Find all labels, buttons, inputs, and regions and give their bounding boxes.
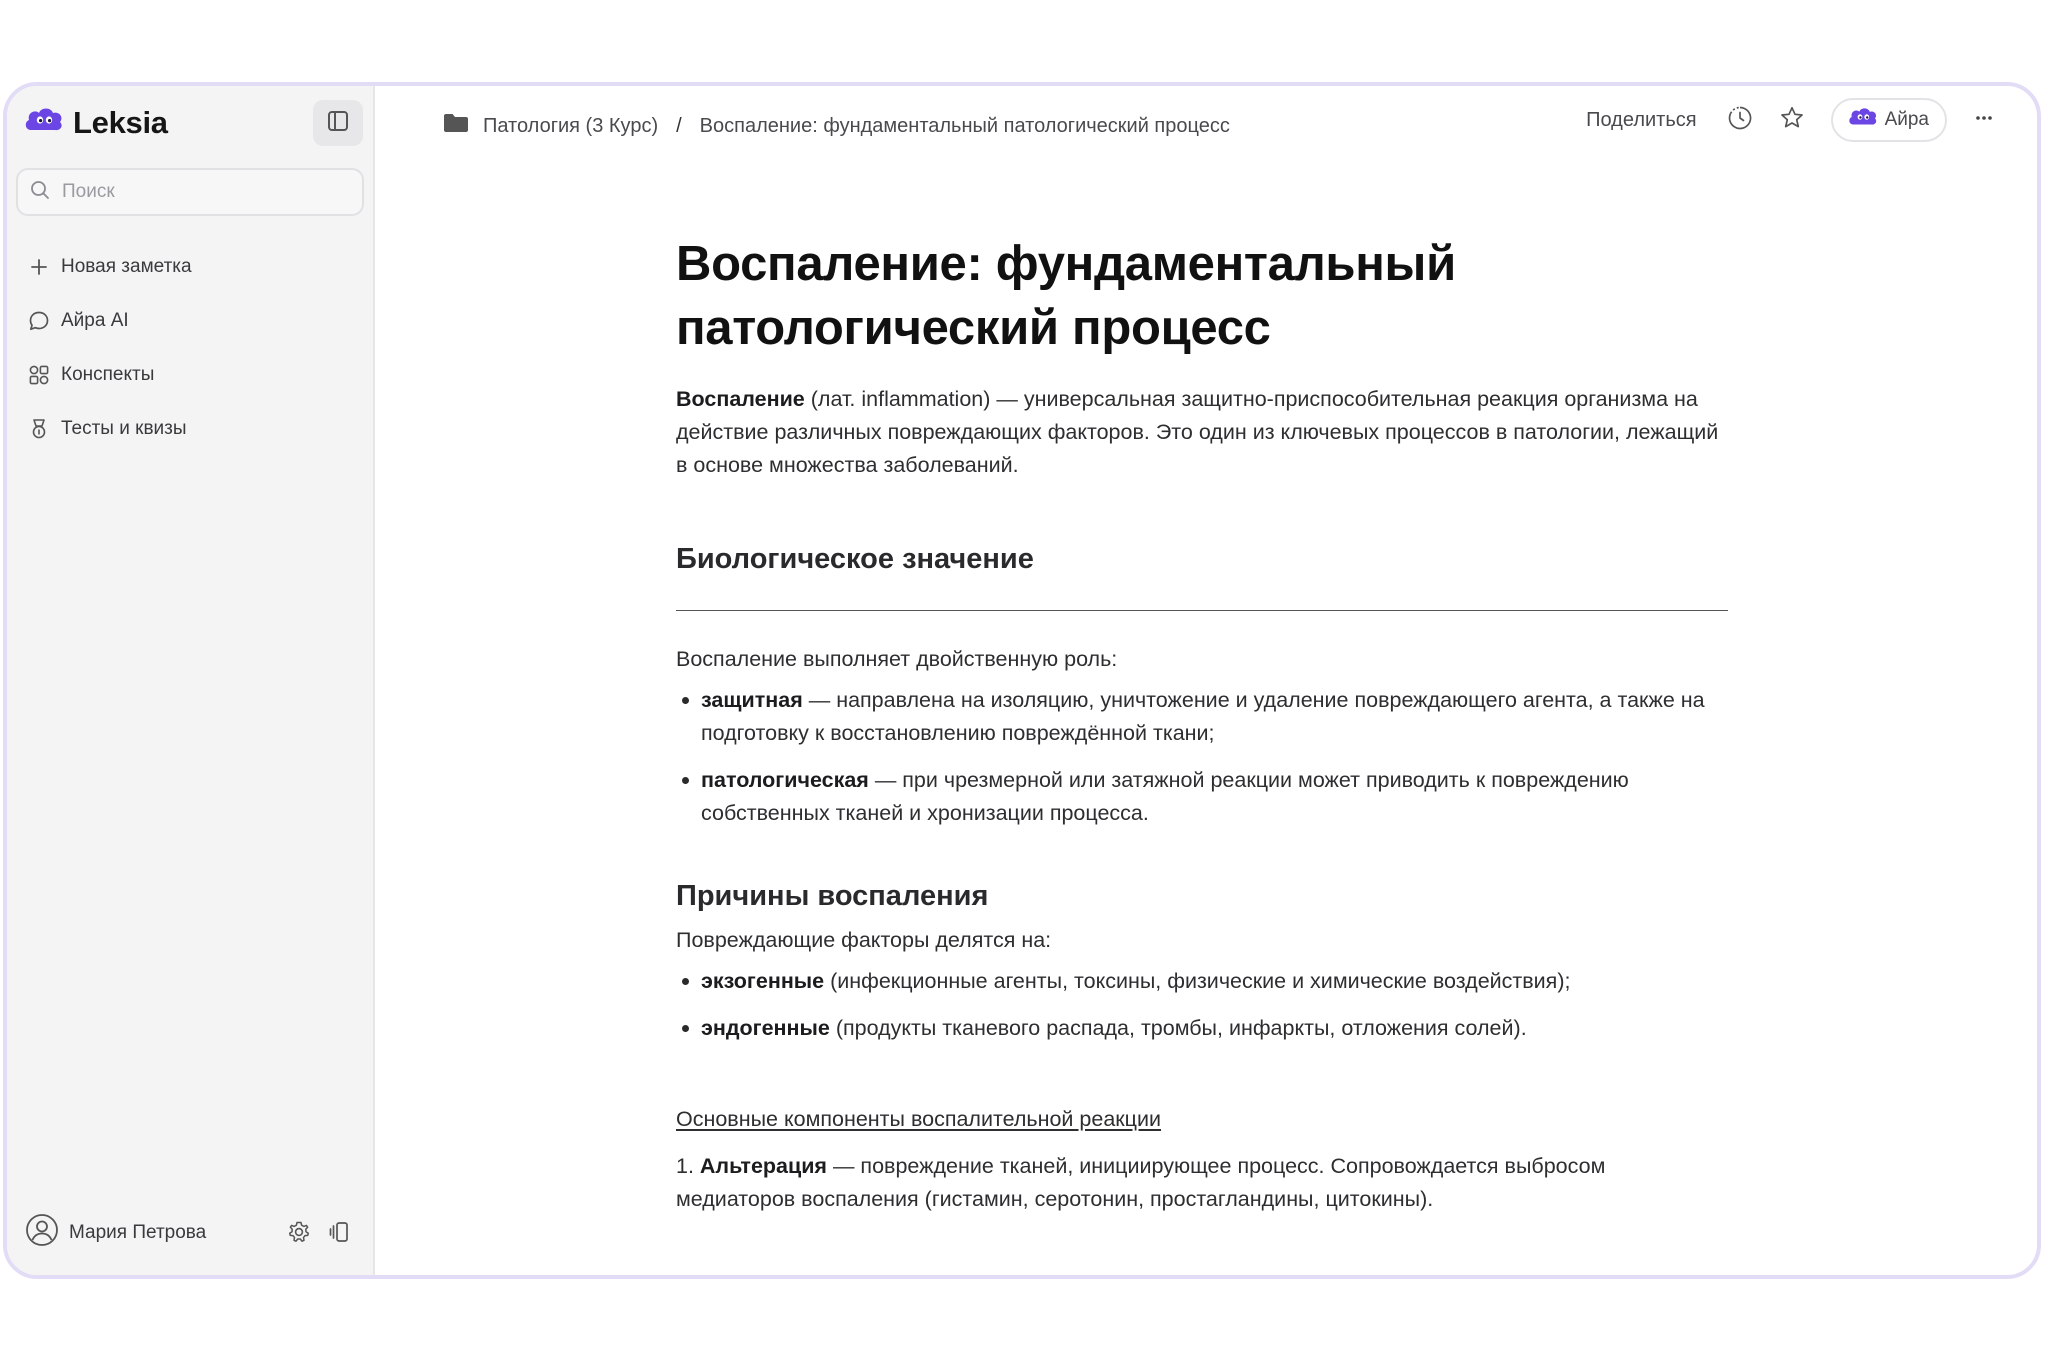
breadcrumb-separator: / <box>676 114 682 137</box>
list-item <box>676 1012 1728 1045</box>
breadcrumb-folder[interactable]: Патология (3 Курс) <box>483 114 659 137</box>
logo[interactable] <box>23 104 168 141</box>
chat-bubble-icon <box>27 309 51 333</box>
numbered-item <box>676 1150 1728 1216</box>
app-window <box>3 82 2041 1279</box>
sidebar <box>7 86 375 1275</box>
section-heading-components: Основные компоненты воспалительной реакции <box>676 1107 1162 1131</box>
list-item-text: — при чрезмерной или затяжной реакции может приводить к повреждению собственных тканей и хронизации процесса. <box>701 768 1629 825</box>
sidebar-item-new-note[interactable] <box>27 240 357 294</box>
panel-switch-icon[interactable] <box>329 1220 351 1249</box>
search-box[interactable] <box>16 168 364 216</box>
list-item-term: защитная <box>701 688 803 712</box>
sidebar-item-label: Айра AI <box>61 310 129 331</box>
user-actions <box>287 1220 351 1249</box>
settings-gear-icon[interactable] <box>287 1220 311 1249</box>
list-item-text: (инфекционные агенты, токсины, физические и химические воздействия); <box>824 969 1571 993</box>
sidebar-item-tests[interactable] <box>27 402 357 456</box>
history-clock-icon[interactable] <box>1727 105 1753 136</box>
top-actions <box>1586 98 1995 142</box>
item-text: — повреждение тканей, инициирующее процесс. Сопровождается выбросом медиаторов воспаления (гистамин, серотонин, простагландины, цитокины). <box>676 1154 1606 1211</box>
search-icon <box>30 180 50 205</box>
sidebar-item-label: Тесты и квизы <box>61 418 187 439</box>
list-item-term: экзогенные <box>701 969 825 993</box>
aira-assistant-button[interactable] <box>1831 98 1947 142</box>
list-item <box>676 684 1728 750</box>
sidebar-panel-icon <box>327 110 349 137</box>
list-item-text: — направлена на изоляцию, уничтожение и удаление повреждающего агента, а также на подготовку к восстановлению повреждённой ткани; <box>701 688 1705 745</box>
intro-term: Воспаление <box>676 387 805 411</box>
leksia-cloud-icon <box>23 104 65 141</box>
list-item-term: патологическая <box>701 768 869 792</box>
sidebar-toggle-button[interactable] <box>313 100 363 146</box>
title-line-2: патологический процесс <box>676 301 1271 355</box>
sidebar-item-label: Новая заметка <box>61 256 192 277</box>
document-content[interactable] <box>676 232 1728 1216</box>
role-list <box>676 684 1728 830</box>
section-heading-causes: Причины воспаления <box>676 880 989 912</box>
sidebar-item-aira-ai[interactable] <box>27 294 357 348</box>
item-number: 1. <box>676 1154 700 1178</box>
search-input[interactable] <box>60 180 344 204</box>
plus-icon <box>27 255 51 279</box>
grid-shapes-icon <box>27 363 51 387</box>
item-term: Альтерация <box>699 1154 827 1178</box>
section-heading-biological: Биологическое значение <box>676 543 1034 575</box>
top-bar <box>375 86 2037 162</box>
section-lead: Воспаление выполняет двойственную роль: <box>676 647 1118 671</box>
aira-cloud-icon <box>1847 105 1879 135</box>
favorite-star-icon[interactable] <box>1779 105 1805 136</box>
section-divider <box>676 610 1728 611</box>
medal-icon <box>27 417 51 441</box>
sidebar-nav <box>27 240 357 456</box>
user-profile[interactable] <box>25 1213 206 1253</box>
folder-icon <box>443 112 469 140</box>
section-lead: Повреждающие факторы делятся на: <box>676 928 1052 952</box>
sidebar-item-label: Конспекты <box>61 364 155 385</box>
list-item <box>676 764 1728 830</box>
intro-paragraph <box>676 383 1728 482</box>
more-options-icon[interactable] <box>1973 107 1995 134</box>
list-item <box>676 965 1728 998</box>
user-name: Мария Петрова <box>69 1222 207 1243</box>
breadcrumb-current-page[interactable]: Воспаление: фундаментальный патологический процесс <box>699 114 1230 137</box>
list-item-text: (продукты тканевого распада, тромбы, инфаркты, отложения солей). <box>829 1016 1527 1040</box>
intro-text: (лат. inflammation) — универсальная защитно-приспособительная реакция организма на действие различных повреждающих факторов. Это один из ключевых процессов в патологии, лежащий в основе множества заболеваний. <box>676 387 1719 477</box>
title-line-1: Воспаление: фундаментальный <box>676 237 1456 291</box>
aira-button-label: Айра <box>1884 109 1929 130</box>
list-item-term: эндогенные <box>701 1016 830 1040</box>
share-button[interactable]: Поделиться <box>1586 108 1697 131</box>
app-name: Leksia <box>73 104 168 140</box>
sidebar-item-notes[interactable] <box>27 348 357 402</box>
factors-list <box>676 965 1728 1045</box>
avatar <box>25 1213 59 1253</box>
page-title <box>676 232 1728 360</box>
breadcrumb <box>443 112 1230 140</box>
